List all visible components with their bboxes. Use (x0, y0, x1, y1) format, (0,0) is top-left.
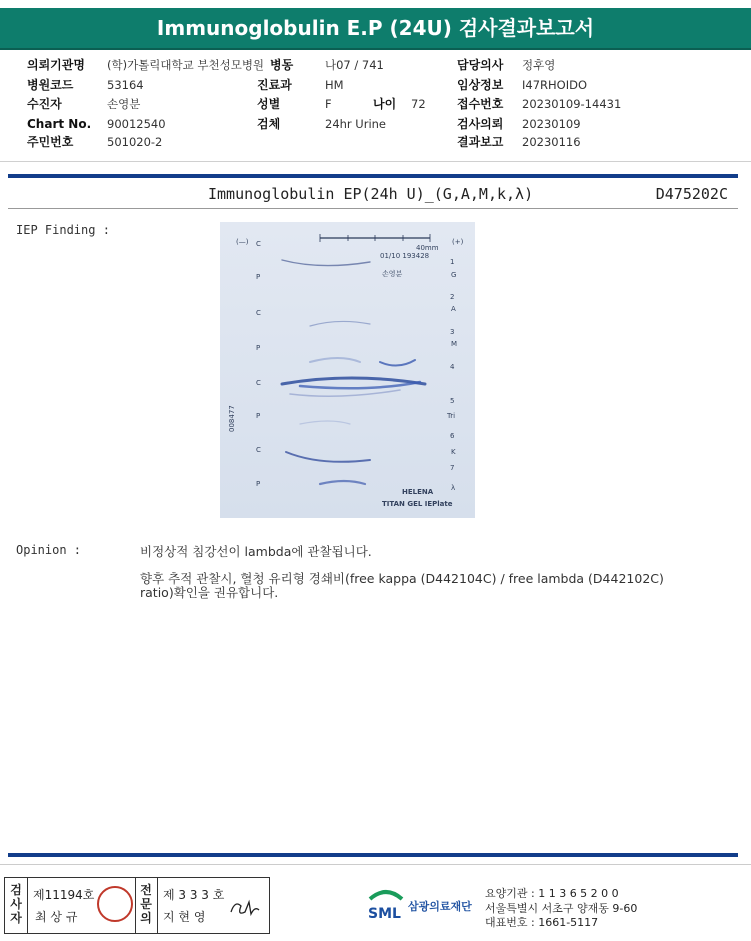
report-title: Immunoglobulin E.P (24U) 검사결과보고서 (0, 8, 751, 48)
info-label: 검사의뢰 (457, 117, 504, 131)
lane-number: 4 (450, 363, 455, 371)
info-label: 의뢰기관명 (27, 58, 85, 72)
lane-name: G (451, 271, 457, 279)
well-label: P (256, 412, 261, 420)
sml-logo-text: SML (368, 906, 401, 922)
report-top-rule (8, 174, 738, 178)
report-bottom-rule (8, 853, 738, 857)
sml-logo-icon (366, 885, 406, 925)
info-label: Chart No. (27, 117, 92, 131)
iep-gel-image (220, 222, 475, 518)
info-label: 임상정보 (457, 78, 504, 92)
info-value: (학)가톨릭대학교 부천성모병원 (107, 58, 265, 72)
info-label: 진료과 (257, 78, 292, 92)
org-info-line: 대표번호 : 1661-5117 (485, 916, 599, 929)
info-value: F (325, 97, 332, 111)
org-name: 삼광의료재단 (408, 900, 472, 913)
info-label: 주민번호 (27, 135, 74, 149)
test-name: Immunoglobulin EP(24h U)_(G,A,M,k,λ) (208, 185, 534, 203)
signature-icon (227, 896, 263, 920)
info-row (27, 57, 85, 73)
lane-name: Tri (447, 412, 456, 420)
org-info-line: 요양기관 : 1 1 3 6 5 2 0 0 (485, 887, 619, 900)
seal-icon (97, 886, 133, 922)
specialist-label: 전문의 (140, 883, 152, 925)
report-heading (8, 180, 738, 209)
well-label: P (256, 273, 261, 281)
info-label: 성별 (257, 97, 281, 111)
info-label: 접수번호 (457, 97, 504, 111)
info-value: 나07 / 741 (325, 58, 384, 72)
info-label: 담당의사 (457, 58, 504, 72)
well-label: P (256, 344, 261, 352)
well-label: C (256, 240, 261, 248)
info-value: 정후영 (522, 58, 556, 72)
info-value: 72 (411, 97, 426, 111)
title-underline (0, 48, 751, 50)
well-label: C (256, 379, 261, 387)
opinion-line: ratio)확인을 권유합니다. (140, 585, 279, 600)
test-code: D475202C (655, 185, 728, 203)
info-label: 나이 (373, 97, 397, 111)
info-value: HM (325, 78, 344, 92)
opinion-line: 향후 추적 관찰시, 혈청 유리형 경쇄비(free kappa (D442104C) / free lambda (D442102C) (140, 571, 664, 586)
info-label: 검체 (257, 117, 281, 131)
info-label: 병동 (270, 58, 294, 72)
gel-scale-label: 40mm (416, 244, 439, 252)
gel-brand: HELENA (402, 488, 434, 496)
lane-number: 6 (450, 432, 455, 440)
examiner-label: 검사자 (10, 883, 22, 925)
lane-number: 2 (450, 293, 455, 301)
opinion-label: Opinion : (16, 543, 82, 557)
info-value: 24hr Urine (325, 117, 387, 131)
gel-plate: TITAN GEL IEPlate (382, 500, 453, 508)
lane-number: 1 (450, 258, 455, 266)
info-value: 20230109-14431 (522, 97, 622, 111)
gel-neg-label: (—) (236, 238, 249, 246)
info-value: 53164 (107, 78, 144, 92)
info-value: 90012540 (107, 117, 166, 131)
opinion-line: 비정상적 침강선이 lambda에 관찰됩니다. (140, 544, 372, 559)
info-label: 병원코드 (27, 78, 74, 92)
gel-pos-label: (+) (452, 238, 464, 246)
info-value: 20230116 (522, 135, 581, 149)
org-info-line: 서울특별시 서초구 양재동 9-60 (485, 902, 638, 915)
signature-box (4, 877, 270, 934)
gel-svg (220, 222, 475, 518)
examiner-number: 제11194호 (33, 888, 95, 902)
gel-side-id: 008477 (228, 405, 236, 432)
info-divider (0, 161, 751, 162)
lane-name: M (451, 340, 458, 348)
footer-divider (0, 864, 751, 865)
lane-number: 7 (450, 464, 455, 472)
well-label: P (256, 480, 261, 488)
iep-finding-label: IEP Finding : (16, 223, 110, 237)
specialist-number: 제 3 3 3 호 (163, 888, 225, 902)
info-value: 손영분 (107, 97, 141, 111)
specialist-name: 지 현 영 (163, 910, 206, 924)
lane-name: A (451, 305, 456, 313)
info-value: 501020-2 (107, 135, 163, 149)
info-value: I47RHOIDO (522, 78, 588, 92)
examiner-name: 최 상 규 (35, 910, 78, 924)
info-value: 20230109 (522, 117, 581, 131)
info-label: 결과보고 (457, 135, 504, 149)
lane-number: 5 (450, 397, 455, 405)
well-label: C (256, 446, 261, 454)
lane-name: λ (451, 484, 456, 492)
lane-number: 3 (450, 328, 455, 336)
well-label: C (256, 309, 261, 317)
gel-patient-name: 손영분 (382, 270, 403, 278)
lane-name: K (451, 448, 456, 456)
info-label: 수진자 (27, 97, 62, 111)
gel-date: 01/10 193428 (380, 252, 430, 260)
